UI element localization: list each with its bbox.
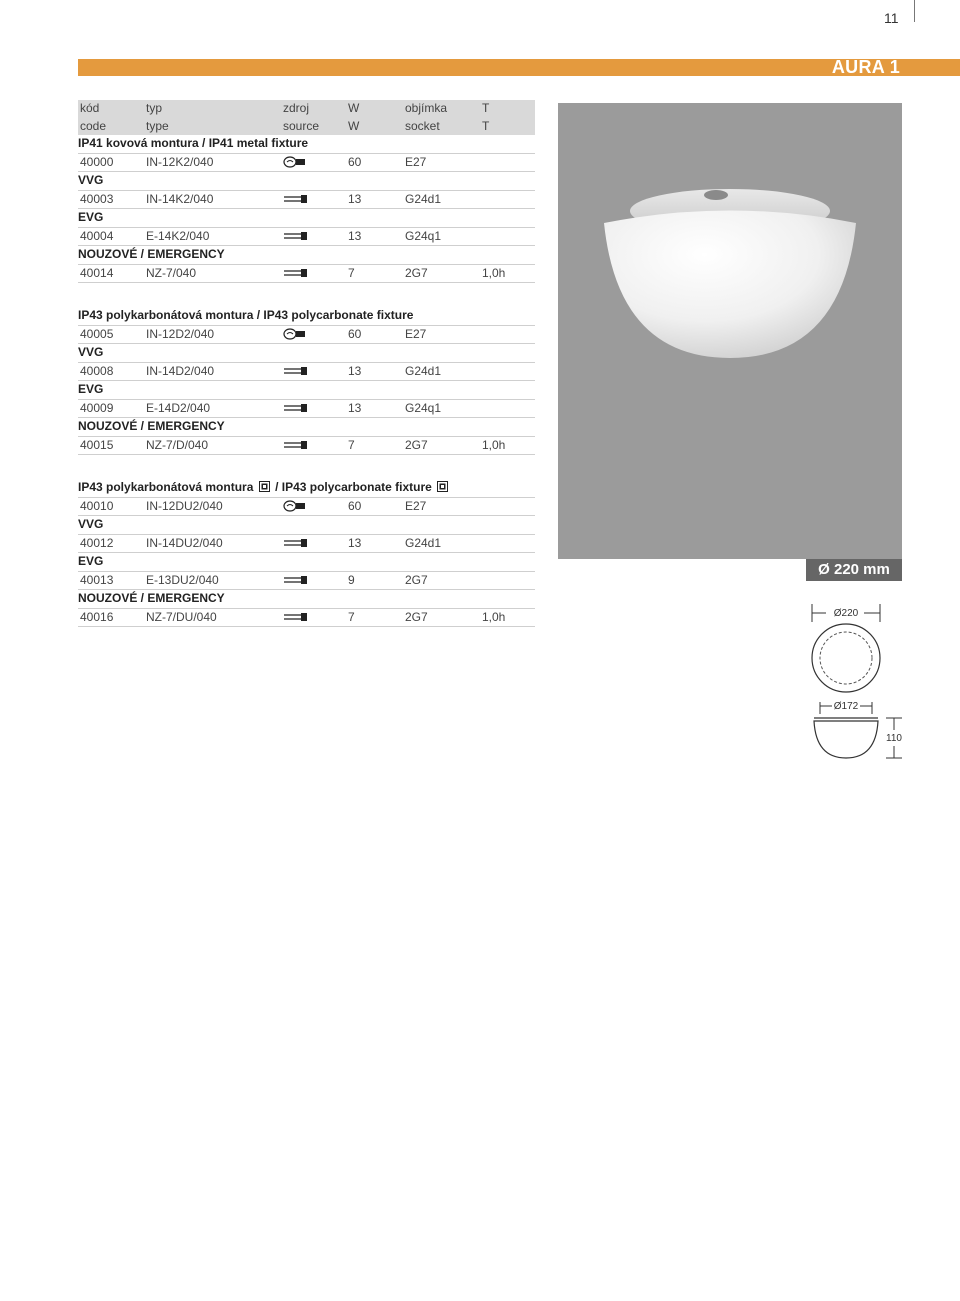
cell-code: 40014	[80, 265, 114, 280]
cell-code: 40004	[80, 228, 114, 243]
cell-source	[283, 535, 313, 553]
group-label: NOUZOVÉ / EMERGENCY	[78, 246, 535, 265]
cell-socket: 2G7	[405, 437, 428, 452]
cell-type: IN-12D2/040	[146, 326, 215, 341]
cell-socket: 2G7	[405, 265, 428, 280]
cell-type: E-13DU2/040	[146, 572, 219, 587]
cell-source	[283, 191, 313, 209]
top-diameter-dim: Ø220	[833, 608, 859, 619]
cell-watt: 60	[348, 326, 362, 341]
table-row	[78, 228, 535, 247]
cell-socket: E27	[405, 326, 427, 341]
cell-code: 40005	[80, 326, 114, 341]
page-number: 11	[884, 10, 899, 26]
cell-socket: E27	[405, 498, 427, 513]
header-watt: W	[348, 118, 360, 133]
cell-type: NZ-7/040	[146, 265, 197, 280]
product-banner	[78, 59, 960, 76]
header-time: T	[482, 118, 490, 133]
cell-type: NZ-7/D/040	[146, 437, 209, 452]
header-socket: socket	[405, 118, 440, 133]
cell-source	[283, 609, 313, 627]
cell-code: 40000	[80, 154, 114, 169]
section-title-cz: IP43 polykarbonátová montura	[78, 480, 254, 494]
compact-fluorescent-icon	[283, 365, 309, 377]
height-dim: 110	[886, 733, 902, 744]
header-t: T	[482, 101, 490, 115]
cell-code: 40010	[80, 498, 114, 513]
cell-code: 40003	[80, 191, 114, 206]
diameter-label: Ø 220 mm	[818, 561, 890, 578]
compact-fluorescent-icon	[283, 267, 309, 279]
cell-socket: G24q1	[405, 400, 442, 415]
lamp-illustration	[558, 103, 902, 559]
cell-socket: G24q1	[405, 228, 442, 243]
header-kod: kód	[80, 101, 100, 115]
cell-type: IN-14D2/040	[146, 363, 215, 378]
cell-source	[283, 498, 313, 516]
diameter-badge	[806, 559, 902, 581]
section-title: IP43 polykarbonátová montura / IP43 polycarbonate fixture	[78, 307, 535, 326]
group-label: EVG	[78, 209, 535, 228]
compact-fluorescent-icon	[283, 439, 309, 451]
incandescent-bulb-icon	[283, 156, 309, 168]
group-label: VVG	[78, 344, 535, 363]
group-label: EVG	[78, 553, 535, 572]
header-zdroj: zdroj	[283, 101, 310, 115]
cell-type: IN-12K2/040	[146, 154, 214, 169]
base-diameter-dim: Ø172	[833, 701, 859, 712]
compact-fluorescent-icon	[283, 537, 309, 549]
table-row	[78, 498, 535, 517]
compact-fluorescent-icon	[283, 402, 309, 414]
cell-code: 40012	[80, 535, 114, 550]
section-ip43-dimmable	[78, 479, 535, 627]
cell-time: 1,0h	[482, 265, 506, 280]
cell-type: IN-14DU2/040	[146, 535, 223, 550]
group-label: NOUZOVÉ / EMERGENCY	[78, 418, 535, 437]
cell-watt: 13	[348, 535, 362, 550]
table-row	[78, 572, 535, 591]
cell-watt: 13	[348, 363, 362, 378]
group-label: NOUZOVÉ / EMERGENCY	[78, 590, 535, 609]
compact-fluorescent-icon	[283, 611, 309, 623]
cell-source	[283, 400, 313, 418]
cell-socket: G24d1	[405, 363, 442, 378]
cell-source	[283, 363, 313, 381]
cell-code: 40015	[80, 437, 114, 452]
cell-type: IN-14K2/040	[146, 191, 214, 206]
cell-type: IN-12DU2/040	[146, 498, 223, 513]
cell-type: NZ-7/DU/040	[146, 609, 217, 624]
cell-time: 1,0h	[482, 437, 506, 452]
table-row	[78, 265, 535, 284]
cell-watt: 13	[348, 400, 362, 415]
product-photo	[558, 103, 902, 559]
section-title-en: / IP43 polycarbonate fixture	[275, 480, 432, 494]
cell-source	[283, 228, 313, 246]
header-source: source	[283, 118, 320, 133]
cell-source	[283, 326, 313, 344]
header-typ: typ	[146, 101, 163, 115]
compact-fluorescent-icon	[283, 230, 309, 242]
cell-socket: G24d1	[405, 191, 442, 206]
double-insulation-icon	[259, 481, 270, 492]
cell-source	[283, 572, 313, 590]
cell-code: 40008	[80, 363, 114, 378]
cell-time: 1,0h	[482, 609, 506, 624]
product-title: AURA 1	[831, 57, 900, 77]
table-row	[78, 191, 535, 210]
section-title	[78, 479, 535, 498]
cell-code: 40009	[80, 400, 114, 415]
cell-socket: E27	[405, 154, 427, 169]
spec-tables	[78, 100, 535, 627]
header-type: type	[146, 118, 169, 133]
compact-fluorescent-icon	[283, 574, 309, 586]
cell-socket: 2G7	[405, 609, 428, 624]
cell-socket: 2G7	[405, 572, 428, 587]
cell-watt: 7	[348, 609, 355, 624]
table-row	[78, 363, 535, 382]
cell-watt: 9	[348, 572, 355, 587]
table-row	[78, 154, 535, 173]
cell-watt: 60	[348, 498, 362, 513]
cell-watt: 13	[348, 191, 362, 206]
table-row	[78, 326, 535, 345]
header-row-cz	[78, 100, 535, 118]
table-row	[78, 535, 535, 554]
cell-type: E-14D2/040	[146, 400, 211, 415]
incandescent-bulb-icon	[283, 328, 309, 340]
incandescent-bulb-icon	[283, 500, 309, 512]
header-w: W	[348, 101, 360, 115]
cell-source	[283, 154, 313, 172]
cell-watt: 7	[348, 437, 355, 452]
cell-code: 40013	[80, 572, 114, 587]
cell-socket: G24d1	[405, 535, 442, 550]
group-label: EVG	[78, 381, 535, 400]
cell-source	[283, 437, 313, 455]
dimension-drawing	[806, 600, 916, 770]
double-insulation-icon	[437, 481, 448, 492]
cell-watt: 7	[348, 265, 355, 280]
table-row	[78, 609, 535, 628]
section-title: IP41 kovová montura / IP41 metal fixture	[78, 135, 535, 154]
table-row	[78, 400, 535, 419]
table-row	[78, 437, 535, 456]
group-label: VVG	[78, 172, 535, 191]
cell-watt: 13	[348, 228, 362, 243]
cell-watt: 60	[348, 154, 362, 169]
section-ip41	[78, 135, 535, 283]
section-ip43	[78, 307, 535, 455]
cell-type: E-14K2/040	[146, 228, 210, 243]
technical-drawing	[806, 600, 916, 775]
header-code: code	[80, 118, 107, 133]
cell-source	[283, 265, 313, 283]
header-row-en	[78, 118, 535, 136]
compact-fluorescent-icon	[283, 193, 309, 205]
group-label: VVG	[78, 516, 535, 535]
page-corner-mark	[914, 0, 915, 22]
header-objimka: objímka	[405, 101, 448, 115]
cell-code: 40016	[80, 609, 114, 624]
